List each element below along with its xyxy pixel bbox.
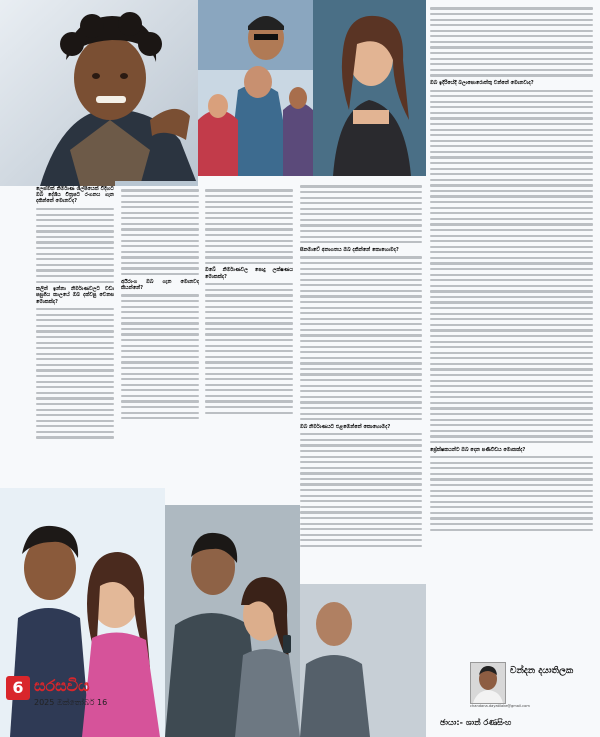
photo-actor-portrait bbox=[0, 0, 198, 186]
question-1: ලෙස්මක් නිර්මාණ ශිල්පියෙක් විදිහට ඔබ දේශීය චිත්‍රපට රංගනය ගැන දකින්නේ මොනවද? bbox=[36, 186, 114, 205]
question-3: අයිරාංග ඔබ ගැන මොනවද කියන්නේ? bbox=[121, 278, 199, 291]
photo-scene-inline bbox=[115, 176, 198, 186]
photo-credit: ඡායා:- ශාන් රණසිංහ bbox=[440, 718, 512, 727]
issue-date: 2025 ඔක්තෝබර් 16 bbox=[34, 698, 108, 707]
question-2: කලින් ඉන්නා නිර්මාණවලට වඩා පසුගිය කාලයේ ඔබ දක්වපු වෙනස මොකක්ද? bbox=[36, 286, 114, 305]
question-8: ප්‍රේක්ෂකයන්ට ඔබ දෙන පණිවිඩය මොකක්ද? bbox=[430, 446, 526, 453]
photo-scene-bottom bbox=[300, 584, 426, 737]
author-portrait-icon bbox=[470, 662, 506, 704]
question-4: ඔබේ නිර්මාණවල පොදු ලක්ෂණය මොකක්ද? bbox=[205, 267, 293, 280]
photo-film-still bbox=[165, 505, 300, 737]
question-5: සිනමාවේ අනාගතය ඔබ දකින්නේ කොහොමද? bbox=[300, 246, 399, 253]
page-number: 6 bbox=[12, 678, 24, 697]
article-column-3 bbox=[205, 186, 293, 504]
question-7: ඔබ ඉදිරියේදී බලාපොරොත්තු වන්නේ මොනවාද? bbox=[430, 79, 534, 86]
article-column-5 bbox=[430, 4, 593, 644]
article-column-4 bbox=[300, 182, 422, 582]
article-column-1 bbox=[36, 186, 114, 486]
magazine-logo: සරසවිය bbox=[34, 676, 90, 695]
author-block bbox=[470, 660, 595, 710]
photo-film-collage bbox=[198, 0, 313, 176]
author-name: චන්දන දයාතිලක bbox=[510, 666, 574, 676]
photo-actress bbox=[313, 0, 426, 176]
author-email: chandana.dayatilake@gmail.com bbox=[470, 704, 530, 708]
article-column-2 bbox=[121, 186, 199, 486]
question-6: ඔබ නිර්මාණයට එළඹෙන්නේ කොහොමද? bbox=[300, 423, 391, 430]
page-badge bbox=[6, 676, 30, 700]
